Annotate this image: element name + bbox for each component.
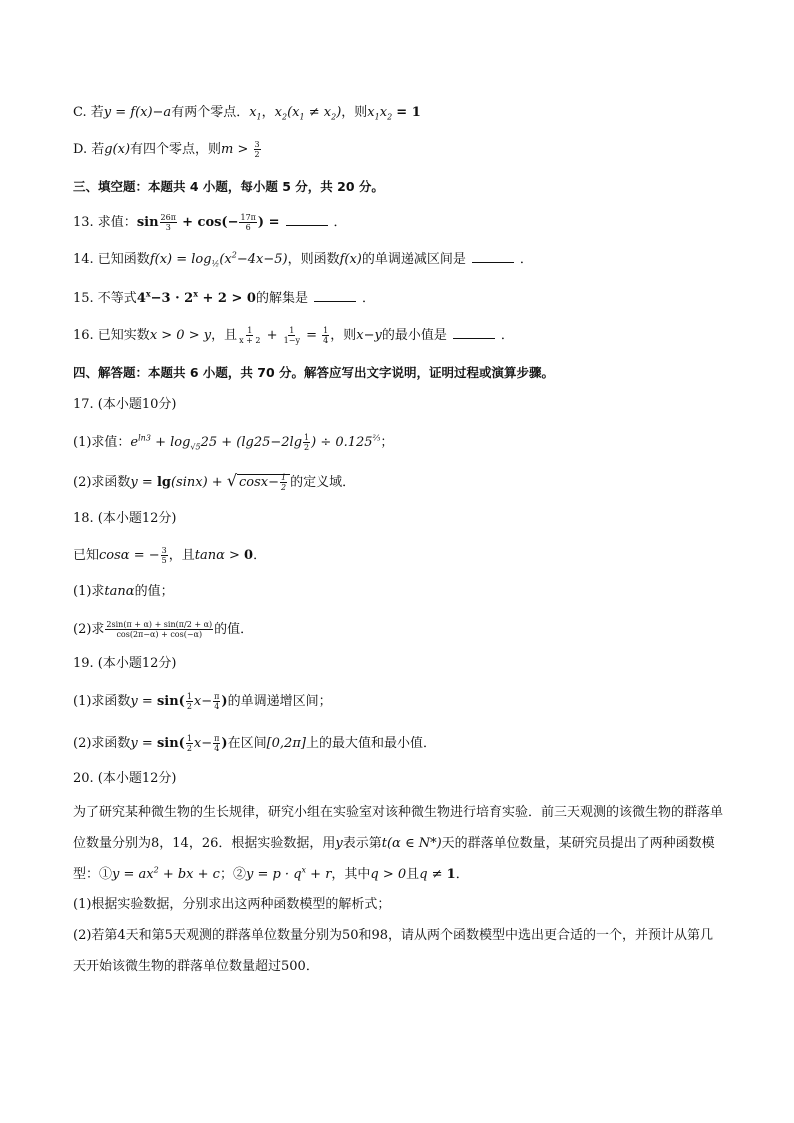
answer-blank[interactable] xyxy=(286,215,328,226)
question-19-heading: 19. (本小题12分) xyxy=(73,656,177,671)
question-20-part-2: (2)若第4天和第5天观测的群落单位数量分别为50和98，请从两个函数模型中选出更合适的一个，并预计从第几天开始该微生物的群落单位数量超过500． xyxy=(73,928,714,974)
question-14: 14. 已知函数$f(x) = \log_{\frac{1}{2}}(x^2-4x-5)$，则函数f(x)的单调递减区间是 ． xyxy=(73,250,533,269)
question-18-heading: 18. (本小题12分) xyxy=(73,511,177,526)
answer-blank[interactable] xyxy=(453,328,495,339)
question-16: 16. 已知实数x > 0 > y，且 $\frac{1}{x + 2}$ + $\frac{1}{1-y}$ = $\frac{1}{4}$ ，则x−y的最小值是 ． xyxy=(73,326,514,345)
question-17-heading: 17. (本小题10分) xyxy=(73,397,177,412)
question-13: 13. 求值：sin $\frac{26\pi}{3}$ + cos(− $\frac{17\pi}{6}$ ) = ． xyxy=(73,213,347,232)
question-18-part-1: (1)求tanα的值； xyxy=(73,584,174,599)
section-4-heading: 四、解答题：本题共 6 小题，共 70 分。解答应写出文字说明，证明过程或演算步骤。 xyxy=(73,365,555,380)
question-20-part-1: (1)根据实验数据，分别求出这两种函数模型的解析式； xyxy=(73,897,391,912)
question-18-given: 已知cosα = − $\frac{3}{5}$ ，且tanα > 0． xyxy=(73,546,267,565)
option-d: D. 若g(x)有四个零点，则m > $\frac{3}{2}$ xyxy=(73,140,260,159)
section-3-heading: 三、填空题：本题共 4 小题，每小题 5 分，共 20 分。 xyxy=(73,179,384,194)
math-expr: y = f(x)−a xyxy=(103,105,172,120)
question-17-part-1: (1)求值：$e^{ln3} + \log_{√5}25 + (\lg 25-2\lg$ $\frac{1}{2}$ ) ÷ $0.125^{\frac{2}{3}}$； xyxy=(73,433,394,452)
question-15: 15. 不等式$4^x-3 \cdot 2^x + 2 > 0$的解集是 ． xyxy=(73,288,375,306)
answer-blank[interactable] xyxy=(472,252,514,263)
answer-blank[interactable] xyxy=(314,291,356,302)
question-17-part-2: (2)求函数y = lg(sinx) + √ cosx− $\frac{1}{2}$ 的定义域． xyxy=(73,471,356,492)
question-20-heading: 20. (本小题12分) xyxy=(73,771,177,786)
option-c: C. 若y = f(x)−a有两个零点．$x_1$，$x_2(x_1 \ne x_2)$，则$x_1x_2 = 1$ xyxy=(73,105,421,122)
question-18-part-2: (2)求 $\frac{2\sin(\pi + \alpha) + \sin(\pi/2 + \alpha)}{\cos(2\pi-\alpha) + \cos(-\alpha)}$ 的值． xyxy=(73,620,254,639)
question-20-text: 为了研究某种微生物的生长规律，研究小组在实验室对该种微生物进行培育实验．前三天观测的该微生物的群落单位数量分别为8，14，26．根据实验数据，用y表示第t(α ∈ N*)天的群落单位数量，某研究员提出了两种函数模型：①y = $ax^2$ + bx + c；②y = $p \cdot q^x + r$，其中q > 0且q ≠ 1． xyxy=(73,805,724,882)
question-19-part-1: (1)求函数y = sin( $\frac{1}{2}$ x− $\frac{\pi}{4}$ )的单调递增区间； xyxy=(73,692,332,711)
question-19-part-2: (2)求函数y = sin( $\frac{1}{2}$ x− $\frac{\pi}{4}$ )在区间[0,2π]上的最大值和最小值． xyxy=(73,734,436,753)
